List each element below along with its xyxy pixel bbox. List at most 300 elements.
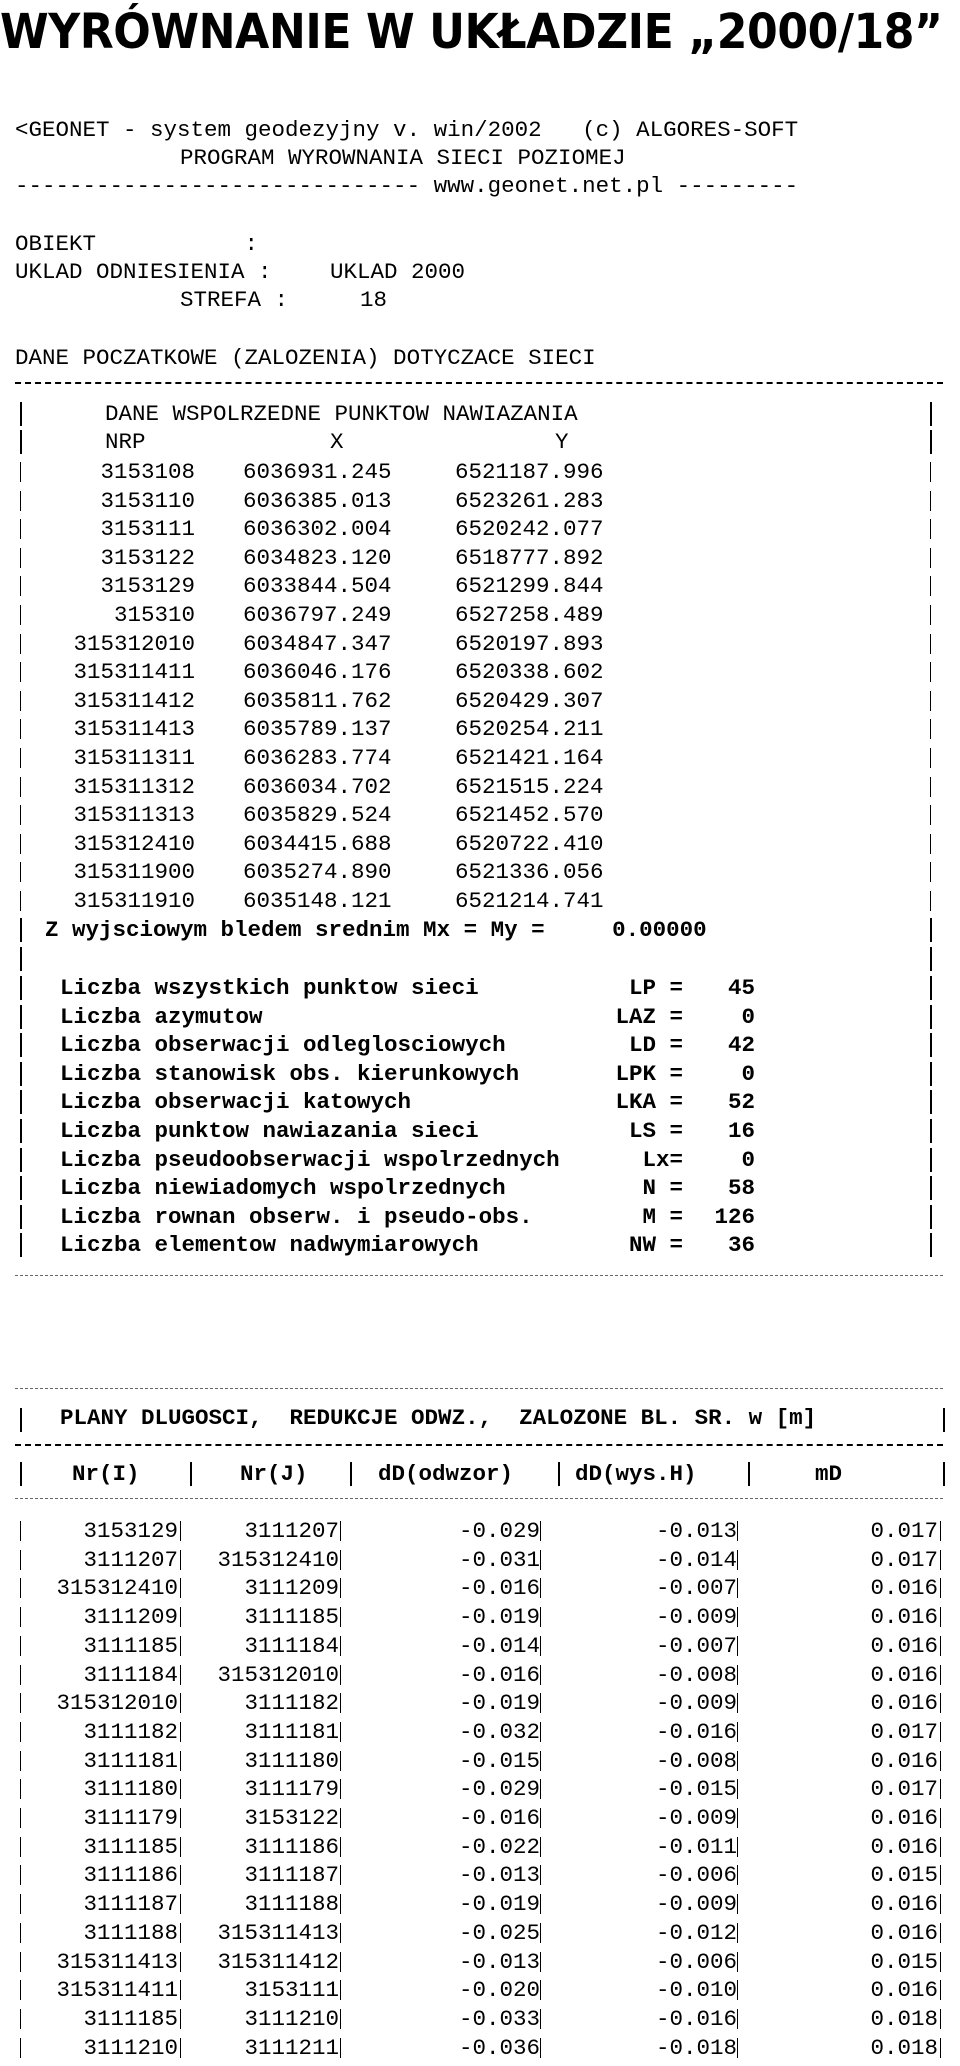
table-row-divider (540, 1923, 541, 1943)
box-border-left (20, 834, 21, 854)
point-x: 6036302.004 (243, 516, 392, 543)
table-row-divider (540, 1779, 541, 1799)
cell-nr-i: 3111179 (83, 1805, 178, 1831)
box-border-right (930, 1205, 932, 1229)
table-row-divider (340, 1665, 341, 1685)
table-row-divider (340, 1808, 341, 1828)
stat-code: LP = (628, 975, 683, 1001)
table-row-divider (940, 2009, 941, 2029)
table-row-divider (737, 1980, 738, 2000)
stat-value: 0 (741, 1146, 755, 1173)
stat-label: Liczba elementow nadwymiarowych (60, 1232, 479, 1259)
box-border-left (20, 947, 22, 971)
cell-dd-odwzor: -0.014 (458, 1632, 540, 1659)
table-row-divider (940, 1578, 941, 1598)
cell-dd-odwzor: -0.020 (458, 1977, 540, 2004)
table-row-divider (737, 1665, 738, 1685)
cell-nr-i: 3111185 (83, 1632, 178, 1659)
table-row-divider (940, 1751, 941, 1771)
table-row-divider (340, 1722, 341, 1742)
stat-code: LAZ = (615, 1003, 683, 1030)
table-row-divider (20, 1952, 21, 1972)
stat-value: 52 (727, 1089, 755, 1116)
cell-md: 0.016 (870, 1604, 938, 1631)
table-row-divider (940, 1521, 941, 1541)
cell-md: 0.017 (870, 1518, 938, 1544)
cell-dd-wysh: -0.009 (655, 1690, 737, 1717)
stat-label: Liczba pseudoobserwacji wspolrzednych (60, 1146, 560, 1173)
cell-md: 0.016 (870, 1833, 938, 1860)
box-border-left (20, 548, 21, 568)
box-border-left (20, 777, 21, 797)
point-x: 6036931.245 (243, 459, 392, 485)
stat-label: Liczba stanowisk obs. kierunkowych (60, 1060, 520, 1087)
box-border-left (20, 402, 22, 426)
box-border-left (20, 662, 21, 682)
cell-nr-i: 315312010 (56, 1690, 178, 1717)
box-border-right (930, 1062, 932, 1086)
cell-dd-wysh: -0.010 (655, 1977, 737, 2004)
point-nrp: 315312010 (73, 630, 195, 657)
box-border-left (20, 976, 22, 1000)
point-x: 6034823.120 (243, 544, 392, 571)
table-row-divider (20, 1722, 21, 1742)
table-row-divider (737, 2038, 738, 2058)
cell-dd-odwzor: -0.016 (458, 1805, 540, 1831)
cell-md: 0.015 (870, 1862, 938, 1889)
table-row-divider (940, 1665, 941, 1685)
table-row-divider (180, 1751, 181, 1771)
box-border-right (930, 918, 932, 942)
table-row-divider (737, 1550, 738, 1570)
website-rule: ------------------------------ www.geonet.net.pl --------- (15, 173, 799, 199)
cell-nr-i: 3111187 (83, 1891, 178, 1918)
cell-md: 0.017 (870, 1718, 938, 1745)
table-row-divider (737, 1894, 738, 1914)
table-row-divider (180, 1693, 181, 1713)
header-divider (350, 1462, 352, 1486)
stat-value: 58 (727, 1175, 755, 1202)
box-border-right (930, 891, 931, 911)
cell-nr-i: 3111182 (83, 1718, 178, 1745)
point-nrp: 3153111 (100, 516, 195, 543)
table-row-divider (940, 1808, 941, 1828)
box-border-left (20, 491, 21, 511)
point-nrp: 315311311 (73, 745, 195, 771)
cell-nr-i: 3111181 (83, 1747, 178, 1774)
point-nrp: 3153129 (100, 573, 195, 600)
box-border-right (930, 1090, 932, 1114)
cell-nr-i: 3111210 (83, 2034, 178, 2061)
point-x: 6034415.688 (243, 830, 392, 857)
cell-nr-i: 315311411 (56, 1977, 178, 2004)
table-row-divider (340, 1636, 341, 1656)
point-y: 6521515.224 (455, 773, 604, 800)
cell-md: 0.016 (870, 1632, 938, 1659)
point-y: 6527258.489 (455, 602, 604, 628)
stat-label: Liczba punktow nawiazania sieci (60, 1118, 479, 1144)
cell-dd-wysh: -0.006 (655, 1862, 737, 1889)
box-border-left (20, 1090, 22, 1114)
table-row-divider (20, 1980, 21, 2000)
box-border-right (930, 519, 931, 539)
box-border-left (20, 576, 21, 596)
box-border-left (20, 1119, 22, 1143)
cell-dd-odwzor: -0.033 (458, 2005, 540, 2032)
cell-nr-i: 315312410 (56, 1575, 178, 1602)
point-nrp: 315311313 (73, 802, 195, 829)
table-row-divider (340, 1521, 341, 1541)
stat-code: M = (642, 1203, 683, 1230)
table-row-divider (940, 1894, 941, 1914)
table-row-divider (940, 1923, 941, 1943)
point-nrp: 315311411 (73, 659, 195, 686)
cell-md: 0.017 (870, 1776, 938, 1803)
cell-nr-j: 315311413 (217, 1919, 339, 1946)
cell-dd-wysh: -0.018 (655, 2034, 737, 2061)
box-border-right (930, 947, 932, 971)
point-y: 6521187.996 (455, 459, 604, 485)
table-row-divider (540, 2009, 541, 2029)
table-row-divider (540, 1751, 541, 1771)
cell-nr-i: 3111185 (83, 1833, 178, 1860)
cell-dd-wysh: -0.014 (655, 1546, 737, 1573)
cell-nr-j: 3111209 (244, 1575, 339, 1602)
col-y: Y (555, 429, 569, 455)
section2-header-rule (15, 1444, 943, 1446)
table-row-divider (20, 1923, 21, 1943)
table-row-divider (940, 1837, 941, 1857)
cell-nr-i: 315311413 (56, 1948, 178, 1975)
box-border-left (20, 918, 22, 942)
point-y: 6523261.283 (455, 487, 604, 514)
table-row-divider (737, 1722, 738, 1742)
table-row-divider (940, 1722, 941, 1742)
cell-nr-j: 3111185 (244, 1604, 339, 1631)
table-row-divider (737, 1808, 738, 1828)
cell-dd-odwzor: -0.036 (458, 2034, 540, 2061)
cell-nr-j: 315312010 (217, 1661, 339, 1688)
table-row-divider (180, 1980, 181, 2000)
point-y: 6521421.164 (455, 745, 604, 771)
table-row-divider (20, 1578, 21, 1598)
point-y: 6521299.844 (455, 573, 604, 600)
header-divider (943, 1462, 945, 1486)
cell-dd-odwzor: -0.029 (458, 1776, 540, 1803)
point-nrp: 3153122 (100, 544, 195, 571)
table-row-divider (540, 1865, 541, 1885)
point-x: 6036797.249 (243, 602, 392, 628)
table-row-divider (940, 1980, 941, 2000)
section2-header-bottom-rule (15, 1498, 943, 1499)
box-border-right (930, 605, 931, 625)
box-border-right (930, 1119, 932, 1143)
box-border-right (930, 548, 931, 568)
column-header: dD(wys.H) (575, 1461, 697, 1487)
error-line: Z wyjsciowym bledem srednim Mx = My = 0.00000 (45, 917, 707, 943)
strefa-label: STREFA : (180, 287, 289, 313)
cell-nr-j: 3111188 (244, 1891, 339, 1918)
table-row-divider (737, 1923, 738, 1943)
stat-code: LS = (628, 1118, 683, 1144)
cell-nr-i: 3111207 (83, 1546, 178, 1573)
stat-code: Lx= (642, 1146, 683, 1173)
cell-dd-odwzor: -0.013 (458, 1948, 540, 1975)
table-row-divider (340, 1578, 341, 1598)
box-border-right (930, 634, 931, 654)
cell-dd-odwzor: -0.032 (458, 1718, 540, 1745)
table-row-divider (180, 1952, 181, 1972)
cell-nr-i: 3111209 (83, 1604, 178, 1631)
point-nrp: 315311412 (73, 687, 195, 714)
point-x: 6035148.121 (243, 888, 392, 914)
table-row-divider (940, 1607, 941, 1627)
cell-dd-wysh: -0.009 (655, 1604, 737, 1631)
box-border-left (20, 748, 21, 768)
stat-label: Liczba wszystkich punktow sieci (60, 975, 479, 1001)
point-x: 6035274.890 (243, 859, 392, 886)
stat-value: 126 (714, 1203, 755, 1230)
table-row-divider (340, 1779, 341, 1799)
stat-value: 0 (741, 1060, 755, 1087)
stat-label: Liczba obserwacji odleglosciowych (60, 1032, 506, 1059)
table-row-divider (340, 1693, 341, 1713)
table-row-divider (540, 1980, 541, 2000)
table-row-divider (540, 1636, 541, 1656)
point-x: 6036046.176 (243, 659, 392, 686)
point-x: 6035829.524 (243, 802, 392, 829)
box-border-right (930, 402, 932, 426)
cell-nr-j: 3111210 (244, 2005, 339, 2032)
cell-dd-odwzor: -0.025 (458, 1919, 540, 1946)
cell-nr-j: 3111180 (244, 1747, 339, 1774)
uklad-label: UKLAD ODNIESIENIA : (15, 259, 272, 285)
cell-md: 0.016 (870, 1805, 938, 1831)
cell-dd-odwzor: -0.019 (458, 1891, 540, 1918)
table-row-divider (20, 1808, 21, 1828)
point-nrp: 315311910 (73, 888, 195, 914)
cell-dd-odwzor: -0.016 (458, 1661, 540, 1688)
table-row-divider (737, 1779, 738, 1799)
table-row-divider (340, 1865, 341, 1885)
table-row-divider (540, 1693, 541, 1713)
point-nrp: 3153108 (100, 459, 195, 485)
cell-md: 0.016 (870, 1977, 938, 2004)
cell-nr-j: 315312410 (217, 1546, 339, 1573)
point-y: 6520254.211 (455, 716, 604, 743)
cell-md: 0.018 (870, 2034, 938, 2061)
table-row-divider (180, 1808, 181, 1828)
box-border-right (930, 1005, 932, 1029)
table-row-divider (20, 1607, 21, 1627)
table-row-divider (540, 1894, 541, 1914)
cell-nr-j: 3111211 (244, 2034, 339, 2061)
cell-dd-odwzor: -0.015 (458, 1747, 540, 1774)
table-row-divider (540, 1665, 541, 1685)
box-border-left (20, 691, 21, 711)
table-row-divider (180, 2009, 181, 2029)
cell-nr-j: 3153111 (244, 1977, 339, 2004)
point-y: 6521336.056 (455, 859, 604, 886)
table-row-divider (540, 2038, 541, 2058)
header-divider (190, 1462, 192, 1486)
table-row-divider (737, 1636, 738, 1656)
point-nrp: 315312410 (73, 830, 195, 857)
table-row-divider (340, 1550, 341, 1570)
box-border-right (930, 862, 931, 882)
table-row-divider (20, 1837, 21, 1857)
box-border-right (930, 576, 931, 596)
cell-dd-odwzor: -0.022 (458, 1833, 540, 1860)
cell-dd-wysh: -0.006 (655, 1948, 737, 1975)
table-row-divider (540, 1952, 541, 1972)
box-border-left (20, 519, 21, 539)
cell-dd-odwzor: -0.031 (458, 1546, 540, 1573)
stat-code: LKA = (615, 1089, 683, 1116)
box-border-right (930, 491, 931, 511)
box-border-right (930, 1233, 932, 1257)
table-row-divider (940, 1779, 941, 1799)
point-x: 6033844.504 (243, 573, 392, 600)
cell-dd-wysh: -0.007 (655, 1632, 737, 1659)
table-row-divider (737, 1578, 738, 1598)
col-x: X (330, 429, 344, 455)
column-header: Nr(J) (240, 1461, 308, 1487)
point-y: 6520429.307 (455, 687, 604, 714)
box-border-right (930, 719, 931, 739)
stat-code: NW = (628, 1232, 683, 1259)
table-row-divider (340, 1952, 341, 1972)
box-border-left (20, 1205, 22, 1229)
table-row-divider (20, 1693, 21, 1713)
table-row-divider (180, 1665, 181, 1685)
cell-dd-odwzor: -0.013 (458, 1862, 540, 1889)
stat-value: 36 (727, 1232, 755, 1259)
column-header: dD(odwzor) (378, 1461, 514, 1487)
cell-md: 0.018 (870, 2005, 938, 2032)
point-x: 6035811.762 (243, 687, 392, 714)
cell-md: 0.016 (870, 1891, 938, 1918)
stat-value: 0 (741, 1003, 755, 1030)
cell-dd-wysh: -0.016 (655, 1718, 737, 1745)
section1-heading: DANE POCZATKOWE (ZALOZENIA) DOTYCZACE SIECI (15, 345, 596, 371)
table-row-divider (540, 1808, 541, 1828)
stat-code: LD = (628, 1032, 683, 1059)
table-row-divider (540, 1607, 541, 1627)
cell-dd-wysh: -0.013 (655, 1518, 737, 1544)
table-row-divider (940, 1693, 941, 1713)
section1-top-rule (15, 382, 943, 384)
stat-code: N = (642, 1175, 683, 1202)
table-row-divider (20, 1865, 21, 1885)
table-row-divider (940, 2038, 941, 2058)
cell-dd-odwzor: -0.019 (458, 1690, 540, 1717)
table-row-divider (20, 2009, 21, 2029)
table-row-divider (20, 2038, 21, 2058)
cell-nr-i: 3153129 (83, 1518, 178, 1544)
cell-md: 0.017 (870, 1546, 938, 1573)
point-nrp: 3153110 (100, 487, 195, 514)
cell-nr-j: 3111181 (244, 1718, 339, 1745)
table-row-divider (180, 1578, 181, 1598)
box-border-left (20, 1033, 22, 1057)
box-border-right (930, 834, 931, 854)
point-x: 6036283.774 (243, 745, 392, 771)
box-border-left (20, 430, 22, 454)
table-row-divider (340, 2038, 341, 2058)
points-box-title: DANE WSPOLRZEDNE PUNKTOW NAWIAZANIA (105, 401, 578, 427)
table-row-divider (180, 2038, 181, 2058)
box-border-left (20, 862, 21, 882)
box-border-right (930, 662, 931, 682)
point-nrp: 315310 (113, 602, 195, 628)
table-row-divider (180, 1923, 181, 1943)
cell-md: 0.016 (870, 1747, 938, 1774)
stat-label: Liczba obserwacji katowych (60, 1089, 412, 1116)
table-row-divider (737, 1952, 738, 1972)
strefa-value: 18 (360, 287, 388, 313)
box-border-left (20, 634, 21, 654)
point-nrp: 315311900 (73, 859, 195, 886)
stat-value: 16 (727, 1118, 755, 1144)
table-row-divider (540, 1578, 541, 1598)
table-row-divider (20, 1550, 21, 1570)
box-border-left (20, 462, 21, 482)
table-row-divider (180, 1722, 181, 1742)
box-border-left (20, 605, 21, 625)
box-border-right (930, 777, 931, 797)
table-row-divider (737, 1521, 738, 1541)
box-border-left (20, 719, 21, 739)
cell-md: 0.016 (870, 1919, 938, 1946)
table-row-divider (180, 1550, 181, 1570)
table-row-divider (180, 1607, 181, 1627)
stat-label: Liczba niewiadomych wspolrzednych (60, 1175, 506, 1202)
table-row-divider (340, 2009, 341, 2029)
table-row-divider (20, 1894, 21, 1914)
cell-nr-j: 315311412 (217, 1948, 339, 1975)
point-y: 6520338.602 (455, 659, 604, 686)
table-row-divider (180, 1837, 181, 1857)
cell-nr-j: 3111182 (244, 1690, 339, 1717)
table-row-divider (737, 1837, 738, 1857)
table-row-divider (340, 1980, 341, 2000)
table-row-divider (940, 1865, 941, 1885)
point-nrp: 315311312 (73, 773, 195, 800)
box-border-left (20, 1005, 22, 1029)
cell-md: 0.016 (870, 1575, 938, 1602)
cell-dd-wysh: -0.012 (655, 1919, 737, 1946)
point-y: 6520242.077 (455, 516, 604, 543)
table-row-divider (180, 1636, 181, 1656)
table-row-divider (20, 1521, 21, 1541)
table-row-divider (540, 1521, 541, 1541)
cell-nr-i: 3111185 (83, 2005, 178, 2032)
table-row-divider (20, 1636, 21, 1656)
stat-value: 45 (727, 975, 755, 1001)
cell-dd-wysh: -0.015 (655, 1776, 737, 1803)
box-border-right (930, 691, 931, 711)
cell-nr-j: 3111207 (244, 1518, 339, 1544)
header-divider (20, 1462, 22, 1486)
cell-md: 0.016 (870, 1690, 938, 1717)
cell-dd-wysh: -0.008 (655, 1661, 737, 1688)
stat-value: 42 (727, 1032, 755, 1059)
table-row-divider (940, 1636, 941, 1656)
s2-border-right (943, 1408, 945, 1432)
box-border-right (930, 805, 931, 825)
cell-dd-wysh: -0.007 (655, 1575, 737, 1602)
